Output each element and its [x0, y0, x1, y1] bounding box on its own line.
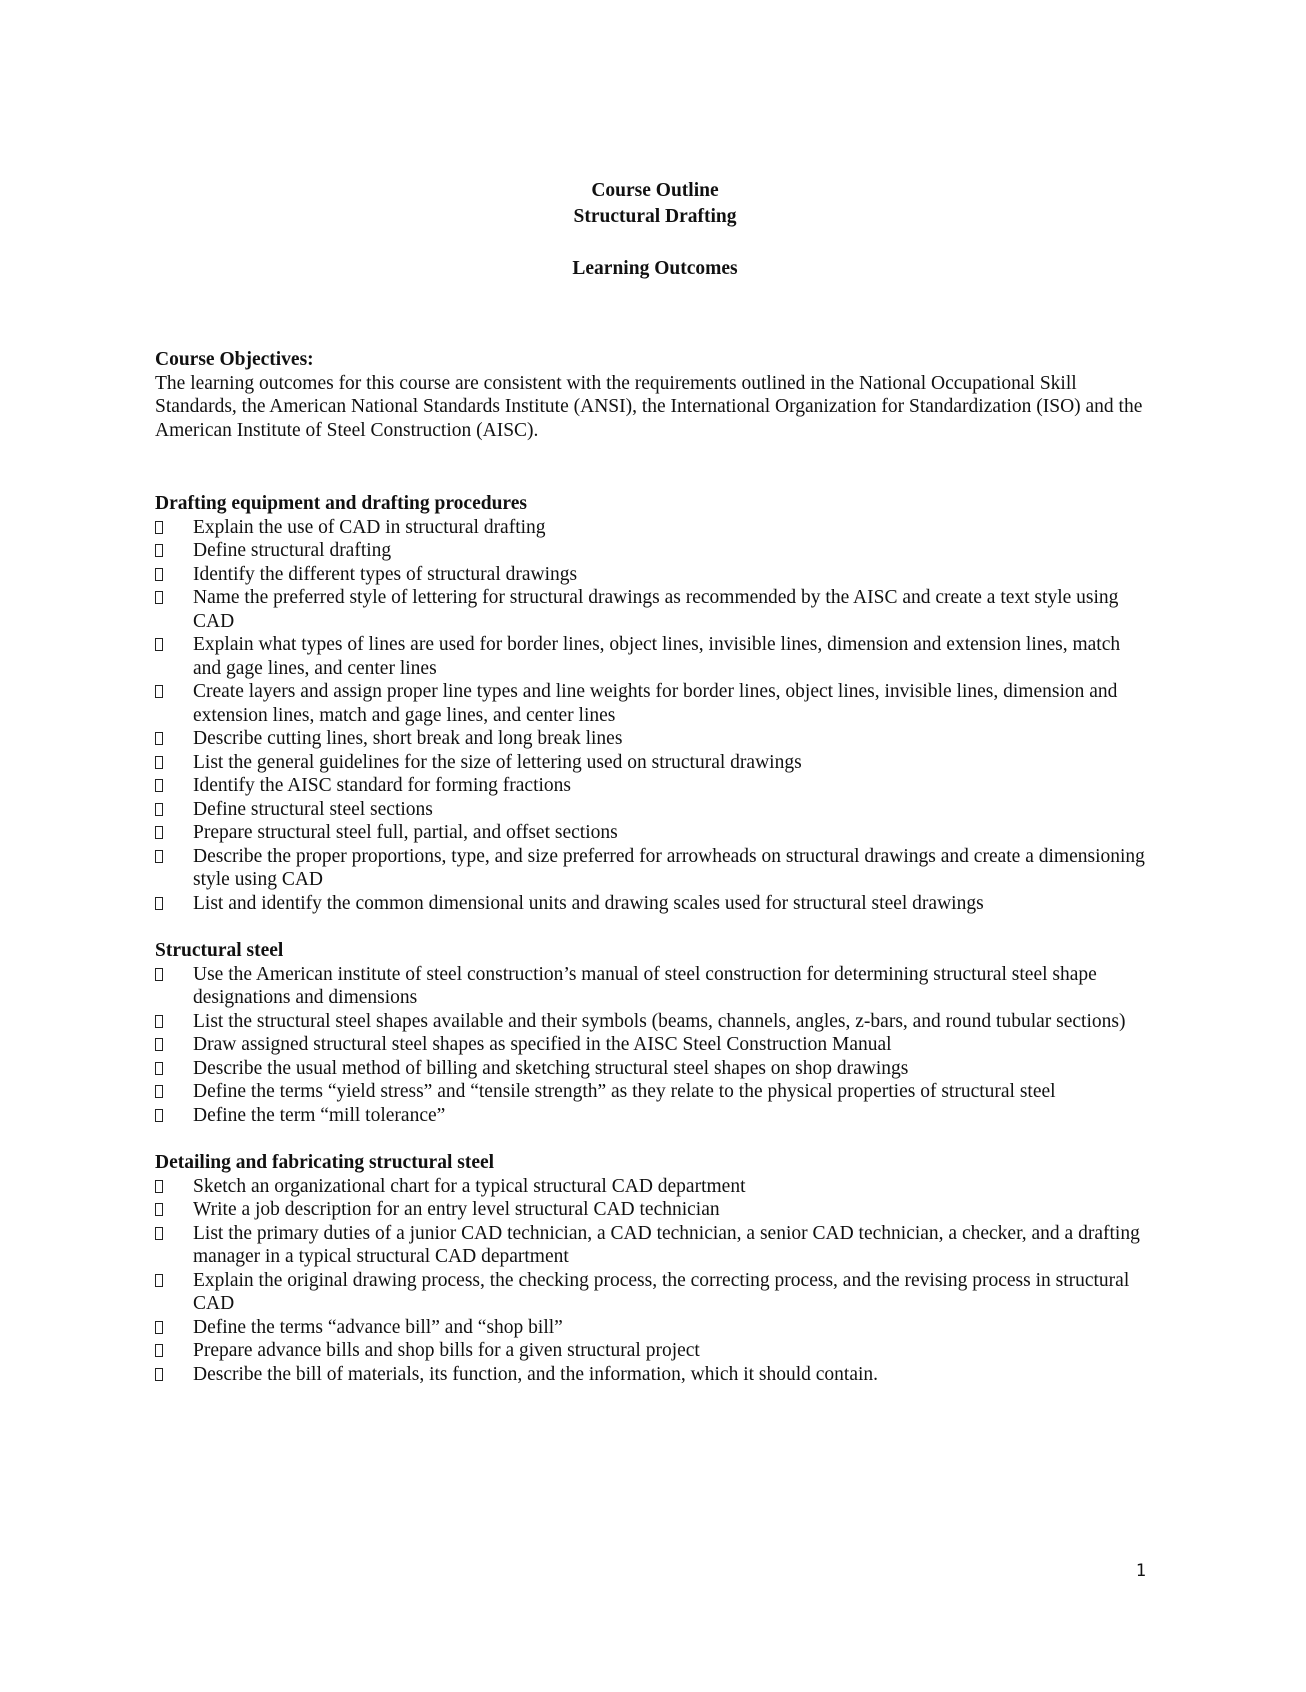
- title-block: [155, 178, 1155, 282]
- objectives-heading: Course Objectives:: [155, 349, 314, 370]
- list-item-text: Describe the bill of materials, its function, and the information, which it should contain.: [193, 1363, 879, 1385]
- list-item: [155, 821, 1153, 845]
- list-item: [155, 727, 1153, 751]
- checkbox-bullet-icon: [155, 756, 163, 769]
- list-item-text: Prepare structural steel full, partial, and offset sections: [193, 822, 618, 843]
- checkbox-bullet-icon: [155, 544, 163, 557]
- checkbox-bullet-icon: [155, 897, 163, 910]
- checkbox-bullet-icon: [155, 732, 163, 745]
- checkbox-bullet-icon: [155, 850, 163, 863]
- list-item-text: List the primary duties of a junior CAD technician, a CAD technician, a senior CAD technician, a checker, and a drafting manager in a typical structural CAD department: [193, 1222, 1140, 1267]
- list-item: [155, 633, 1153, 680]
- list-item: [155, 563, 1153, 587]
- list-item-text: Name the preferred style of lettering for structural drawings as recommended by the AISC and create a text style using CAD: [193, 587, 1119, 632]
- checkbox-bullet-icon: [155, 1368, 163, 1381]
- list-item: [155, 516, 1153, 540]
- list-item: [155, 1057, 1153, 1081]
- list-item-text: Describe the usual method of billing and sketching structural steel shapes on shop drawings: [193, 1057, 909, 1079]
- list-item-text: List the structural steel shapes available and their symbols (beams, channels, angles, z-bars, and round tubular sections): [193, 1010, 1126, 1032]
- document-page: [155, 178, 1155, 1386]
- list-item-text: Explain the original drawing process, the checking process, the correcting process, and the revising process in structural CAD: [193, 1269, 1130, 1314]
- list-item: [155, 963, 1153, 1010]
- list-item: [155, 1222, 1153, 1269]
- list-item: [155, 1175, 1153, 1199]
- list-item-text: Explain what types of lines are used for border lines, object lines, invisible lines, dimension and extension lines, match and gage lines, and center lines: [193, 634, 1121, 679]
- list-item: [155, 845, 1153, 892]
- section-drafting-equipment: [155, 492, 1155, 915]
- list-item-text: Prepare advance bills and shop bills for a given structural project: [193, 1340, 700, 1361]
- checkbox-bullet-icon: [155, 826, 163, 839]
- list-item-text: Sketch an organizational chart for a typical structural CAD department: [193, 1175, 746, 1197]
- list-item-text: Explain the use of CAD in structural drafting: [193, 516, 546, 538]
- list-item: [155, 1269, 1153, 1316]
- list-item-text: Define structural drafting: [193, 540, 392, 561]
- checkbox-bullet-icon: [155, 1038, 163, 1051]
- outcome-list: [155, 516, 1155, 728]
- list-item-text: Identify the AISC standard for forming fractions: [193, 775, 571, 796]
- list-item: [155, 1010, 1153, 1034]
- list-item: [155, 1339, 1153, 1363]
- section-heading: Detailing and fabricating structural steel: [155, 1152, 495, 1173]
- checkbox-bullet-icon: [155, 568, 163, 581]
- course-objectives: [155, 348, 1155, 442]
- checkbox-bullet-icon: [155, 638, 163, 651]
- list-item: [155, 1080, 1153, 1104]
- list-item-text: Define the terms “advance bill” and “shop bill”: [193, 1316, 563, 1338]
- section-heading: Drafting equipment and drafting procedures: [155, 493, 527, 514]
- checkbox-bullet-icon: [155, 1015, 163, 1028]
- list-item-text: Describe the proper proportions, type, and size preferred for arrowheads on structural drawings and create a dimensioning style using CAD: [193, 845, 1145, 890]
- checkbox-bullet-icon: [155, 1062, 163, 1075]
- checkbox-bullet-icon: [155, 1203, 163, 1216]
- document-title: Course Outline: [591, 180, 719, 201]
- checkbox-bullet-icon: [155, 591, 163, 604]
- list-item: [155, 1104, 1153, 1128]
- section-detailing-fabricating: [155, 1151, 1155, 1386]
- list-item-text: Define the terms “yield stress” and “tensile strength” as they relate to the physical properties of structural steel: [193, 1081, 1056, 1102]
- checkbox-bullet-icon: [155, 1344, 163, 1357]
- checkbox-bullet-icon: [155, 1227, 163, 1240]
- list-item: [155, 586, 1153, 633]
- section-structural-steel: [155, 939, 1155, 1127]
- list-item-text: Create layers and assign proper line types and line weights for border lines, object lines, invisible lines, dimension and extension lines, match and gage lines, and center lines: [193, 681, 1118, 726]
- list-item-text: List and identify the common dimensional units and drawing scales used for structural steel drawings: [193, 892, 984, 914]
- course-name: Structural Drafting: [573, 206, 737, 227]
- list-item: [155, 798, 1153, 822]
- list-item-text: Use the American institute of steel construction’s manual of steel construction for determining structural steel shape designations and dimensions: [193, 963, 1097, 1008]
- list-item: [155, 1363, 1153, 1387]
- list-item-text: List the general guidelines for the size of lettering used on structural drawings: [193, 751, 802, 773]
- document-subtitle: Learning Outcomes: [572, 258, 738, 279]
- checkbox-bullet-icon: [155, 803, 163, 816]
- checkbox-bullet-icon: [155, 521, 163, 534]
- list-item: [155, 774, 1153, 798]
- list-item: [155, 680, 1153, 727]
- checkbox-bullet-icon: [155, 1180, 163, 1193]
- list-item-text: Describe cutting lines, short break and long break lines: [193, 728, 623, 749]
- list-item-text: Define structural steel sections: [193, 798, 433, 820]
- checkbox-bullet-icon: [155, 685, 163, 698]
- checkbox-bullet-icon: [155, 1321, 163, 1334]
- objectives-text: The learning outcomes for this course are consistent with the requirements outlined in the National Occupational Skill Standards, the American National Standards Institute (ANSI), the International Organization for Standardization (ISO) and the American Institute of Steel Construction (AISC).: [155, 372, 1143, 441]
- list-item: [155, 1198, 1153, 1222]
- list-item-text: Write a job description for an entry level structural CAD technician: [193, 1199, 720, 1220]
- section-heading: Structural steel: [155, 940, 284, 961]
- list-item-text: Draw assigned structural steel shapes as specified in the AISC Steel Construction Manual: [193, 1034, 892, 1055]
- page-number: 1: [1135, 1561, 1146, 1581]
- checkbox-bullet-icon: [155, 1109, 163, 1122]
- list-item: [155, 539, 1153, 563]
- outcome-list: [155, 963, 1155, 1128]
- list-item: [155, 751, 1153, 775]
- outcome-list: [155, 1175, 1155, 1387]
- checkbox-bullet-icon: [155, 779, 163, 792]
- list-item: [155, 1033, 1153, 1057]
- list-item-text: Identify the different types of structural drawings: [193, 563, 578, 585]
- checkbox-bullet-icon: [155, 968, 163, 981]
- list-item: [155, 892, 1153, 916]
- outcome-list: [155, 727, 1155, 915]
- list-item-text: Define the term “mill tolerance”: [193, 1104, 446, 1126]
- checkbox-bullet-icon: [155, 1274, 163, 1287]
- checkbox-bullet-icon: [155, 1085, 163, 1098]
- list-item: [155, 1316, 1153, 1340]
